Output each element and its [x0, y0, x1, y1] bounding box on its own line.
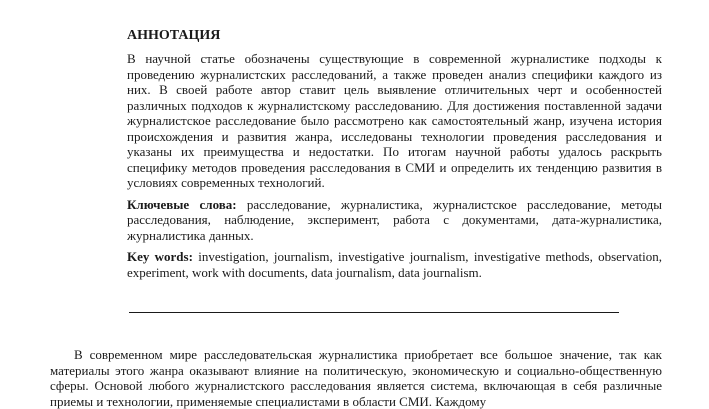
keywords-en: [127, 249, 662, 280]
keywords-ru: [127, 197, 662, 244]
abstract-title: АННОТАЦИЯ: [127, 28, 221, 43]
keywords-ru-text: расследование, журналистика, журналистское расследование, методы расследования, наблюдение, эксперимент, работа с документами, дата-журналистика, журналистика данных.: [127, 196, 662, 243]
main-paragraph: В современном мире расследовательская журналистика приобретает все большое значение, так как материалы этого жанра оказывают влияние на политическую, экономическую и социально-общественную сферы. Основой любого журналистского расследования является система, включающая в себя различные приемы и технологии, применяемые специалистами в области СМИ. Каждому: [50, 347, 662, 409]
keywords-en-label: Key words:: [127, 249, 193, 264]
section-divider: [129, 312, 619, 313]
keywords-en-text: investigation, journalism, investigative journalism, investigative methods, observation, experiment, work with documents, data journalism, data journalism.: [127, 249, 662, 280]
keywords-ru-label: Ключевые слова:: [127, 196, 237, 212]
abstract-body: В научной статье обозначены существующие в современной журналистике подходы к проведению журналистских расследований, а также проведен анализ специфики каждого из них. В своей работе автор ставит цель выявление отличительных черт и особенностей различных подходов к журналистскому расследованию. Для достижения поставленной задачи журналистское расследование было рассмотрено как самостоятельный жанр, изучена история происхождения и развития жанра, исследованы технологии проведения расследования и указаны их преимущества и недостатки. По итогам научной работы удалось раскрыть специфику методов проведения расследования в СМИ и определить их тенденцию развития в условиях современных технологий.: [127, 51, 662, 190]
abstract-section: [127, 27, 662, 280]
